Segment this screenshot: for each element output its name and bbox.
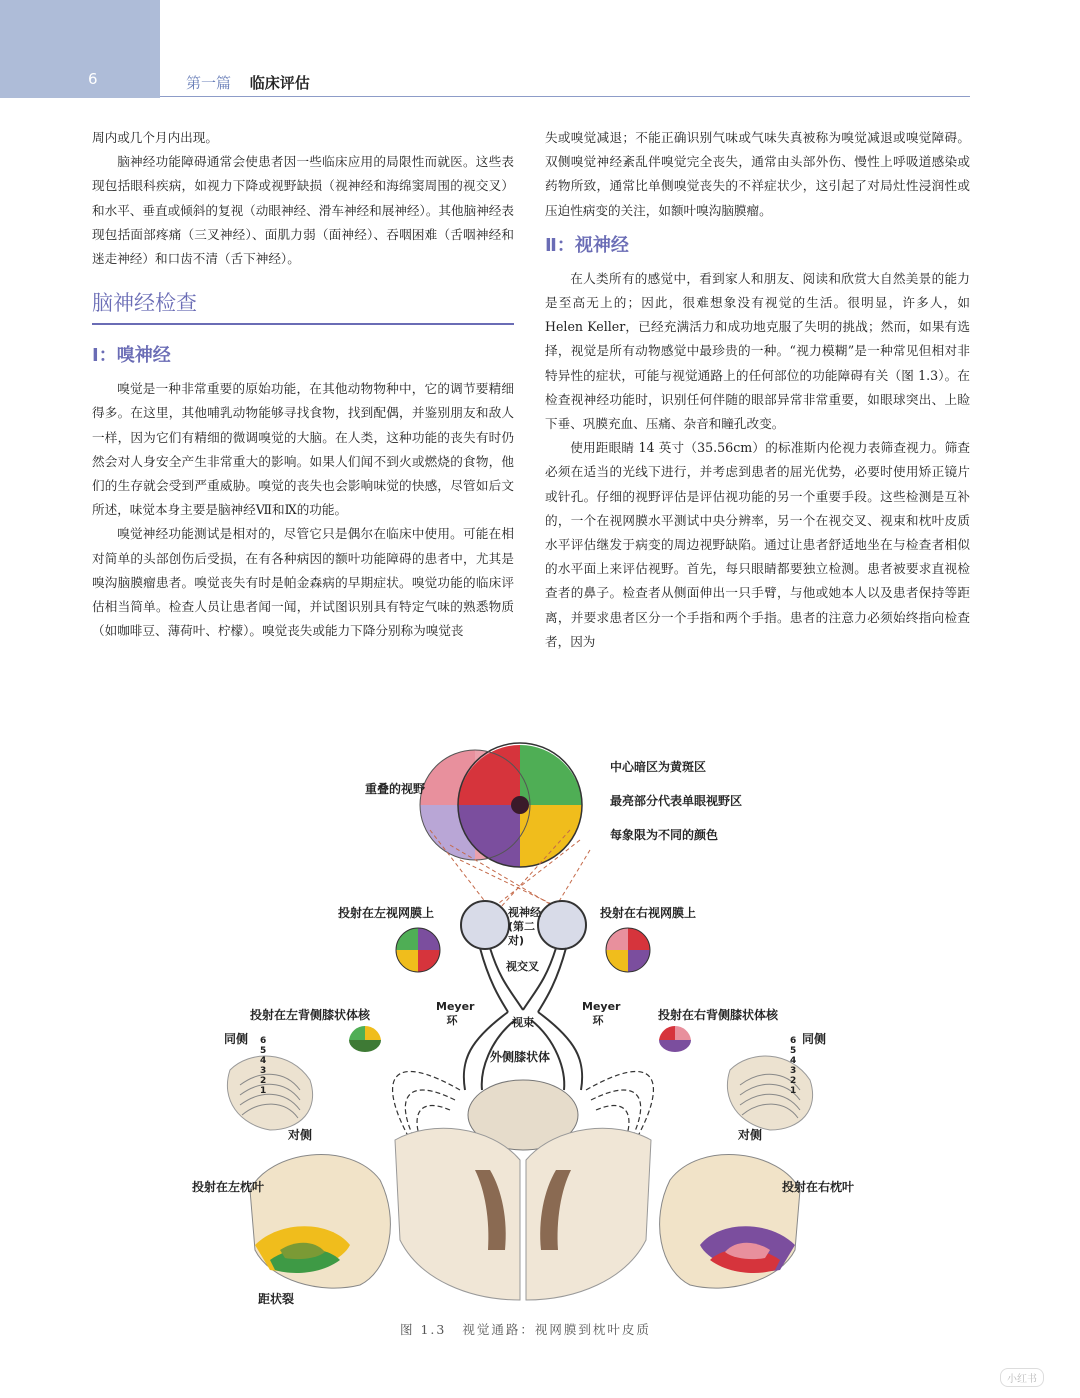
left-column bbox=[92, 126, 514, 643]
paragraph: 脑神经功能障碍通常会使患者因一些临床应用的局限性而就医。这些表现包括眼科疾病，如视力下降或视野缺损（视神经和海绵窦周围的视交叉）和水平、垂直或倾斜的复视（动眼神经、滑车神经和展神经）。其他脑神经表现包括面部疼痛（三叉神经）、面肌力弱（面神经）、吞咽困难（舌咽神经和迷走神经）和口齿不清（舌下神经）。 bbox=[92, 154, 514, 267]
label-overlap: 重叠的视野 bbox=[365, 782, 426, 796]
running-head bbox=[186, 72, 310, 93]
right-lgn-disc bbox=[659, 1026, 691, 1052]
header-color-block bbox=[0, 0, 160, 98]
page-number: 6 bbox=[88, 70, 98, 88]
label-quadrant: 每象限为不同的颜色 bbox=[610, 828, 719, 842]
figure-illustration bbox=[190, 740, 890, 1320]
left-lgn-disc bbox=[349, 1026, 381, 1052]
label-right-lgn: 投射在右背侧膝状体核 bbox=[658, 1008, 779, 1022]
paragraph: 失或嗅觉减退；不能正确识别气味或气味失真被称为嗅觉减退或嗅觉障碍。双侧嗅觉神经紊乱伴嗅觉完全丧失，通常由头部外伤、慢性上呼吸道感染或药物所致，通常比单侧嗅觉丧失的不祥症状少，这引起了对局灶性浸润性或压迫性病变的关注，如额叶嗅沟脑膜瘤。 bbox=[545, 130, 970, 218]
label-contra-left: 对侧 bbox=[288, 1128, 313, 1142]
label-meyer-left: Meyer环 bbox=[436, 1000, 475, 1027]
label-right-occipital: 投射在右枕叶 bbox=[782, 1180, 855, 1194]
right-column bbox=[545, 126, 970, 654]
label-right-retina: 投射在右视网膜上 bbox=[600, 906, 697, 920]
paragraph: 在人类所有的感觉中，看到家人和朋友、阅读和欣赏大自然美景的能力是至高无上的；因此，很难想象没有视觉的生活。很明显，许多人，如 Helen Keller，已经充满活力和成功地克服了失明的挑战；然而，如果有选择，视觉是所有动物感觉中最珍贵的一种。“视力模糊”是一种常见但相对非特异性的症状，可能与视觉通路上的任何部位的功能障碍有关（图 1.3）。在检查视神经功能时，识别任何伴随的眼部异常非常重要，如眼球突出、上睑下垂、巩膜充血、压痛、杂音和瞳孔改变。 bbox=[545, 270, 970, 432]
visual-pathway-figure bbox=[190, 740, 890, 1320]
left-lgn-layers bbox=[227, 1056, 312, 1130]
right-lgn-layers bbox=[727, 1056, 812, 1130]
layer-numbers-left: 6 5 4 3 2 1 bbox=[260, 1036, 267, 1096]
left-retina-projection bbox=[396, 928, 440, 972]
label-left-lgn: 投射在左背侧膝状体核 bbox=[250, 1008, 371, 1022]
subsection-title: Ⅱ：视神经 bbox=[545, 234, 629, 256]
figure-caption bbox=[400, 1320, 651, 1338]
label-lgn: 外侧膝状体 bbox=[490, 1050, 551, 1064]
label-calcarine: 距状裂 bbox=[258, 1292, 295, 1306]
right-occipital-lobe bbox=[660, 1155, 800, 1289]
label-ipsi-left: 同侧 bbox=[224, 1032, 249, 1046]
header-rule bbox=[160, 96, 970, 97]
right-retina-projection bbox=[606, 928, 650, 972]
caption-number: 图 1.3 bbox=[400, 1322, 447, 1337]
paragraph: 使用距眼睛 14 英寸（35.56cm）的标准斯内伦视力表筛查视力。筛查必须在适当的光线下进行，并考虑到患者的屈光优势，必要时使用矫正镜片或针孔。仔细的视野评估是评估视功能的另一个重要手段。这些检测是互补的，一个在视网膜水平测试中央分辨率，另一个在视交叉、视束和枕叶皮质水平评估继发于病变的周边视野缺陷。通过让患者舒适地坐在与检查者相似的水平面上来评估视野。首先，每只眼睛都要独立检测。患者被要求直视检查者的鼻子。检查者从侧面伸出一只手臂，与他或她本人以及患者保持等距离，并要求患者区分一个手指和两个手指。患者的注意力必须始终指向检查者，因为 bbox=[545, 440, 970, 649]
label-meyer-right: Meyer环 bbox=[582, 1000, 621, 1027]
label-contra-right: 对侧 bbox=[738, 1128, 763, 1142]
subsection-title: Ⅰ：嗅神经 bbox=[92, 345, 171, 367]
occipital-cortex bbox=[395, 1128, 651, 1300]
paragraph: 嗅觉是一种非常重要的原始功能，在其他动物物种中，它的调节要精细得多。在这里，其他哺乳动物能够寻找食物，找到配偶，并鉴别朋友和敌人一样，因为它们有精细的微调嗅觉的大脑。在人类，这种功能的丧失有时仍然会对人身安全产生非常重大的影响。如果人们闻不到火或燃烧的食物，他们的生存就会受到严重威胁。嗅觉的丧失也会影响味觉的快感，尽管如后文所述，味觉本身主要是脑神经Ⅶ和Ⅸ的功能。 bbox=[92, 381, 514, 518]
label-chiasm: 视交叉 bbox=[506, 960, 539, 973]
part-label: 第一篇 bbox=[186, 74, 232, 92]
watermark-logo: 小红书 bbox=[1000, 1368, 1044, 1387]
label-left-occipital: 投射在左枕叶 bbox=[192, 1180, 265, 1194]
label-ipsi-right: 同侧 bbox=[802, 1032, 827, 1046]
paragraph: 嗅觉神经功能测试是相对的，尽管它只是偶尔在临床中使用。可能在相对简单的头部创伤后受损，在有各种病因的额叶功能障碍的患者中，尤其是嗅沟脑膜瘤患者。嗅觉丧失有时是帕金森病的早期症状。嗅觉功能的临床评估相当简单。检查人员让患者闻一闻，并试图识别具有特定气味的熟悉物质（如咖啡豆、薄荷叶、柠檬）。嗅觉丧失或能力下降分别称为嗅觉丧 bbox=[92, 526, 514, 639]
label-optic-nerve: 视神经(第二对) bbox=[508, 906, 541, 947]
paragraph: 周内或几个月内出现。 bbox=[92, 130, 218, 145]
left-occipital-lobe bbox=[250, 1155, 390, 1289]
chapter-label: 临床评估 bbox=[249, 74, 310, 92]
section-title: 脑神经检查 bbox=[92, 289, 514, 325]
label-central-dark: 中心暗区为黄斑区 bbox=[610, 760, 707, 774]
layer-numbers-right: 6 5 4 3 2 1 bbox=[790, 1036, 797, 1096]
label-left-retina: 投射在左视网膜上 bbox=[338, 906, 435, 920]
label-brightest: 最亮部分代表单眼视野区 bbox=[610, 794, 743, 808]
label-tract: 视束 bbox=[512, 1016, 534, 1029]
caption-text: 视觉通路：视网膜到枕叶皮质 bbox=[462, 1322, 651, 1337]
